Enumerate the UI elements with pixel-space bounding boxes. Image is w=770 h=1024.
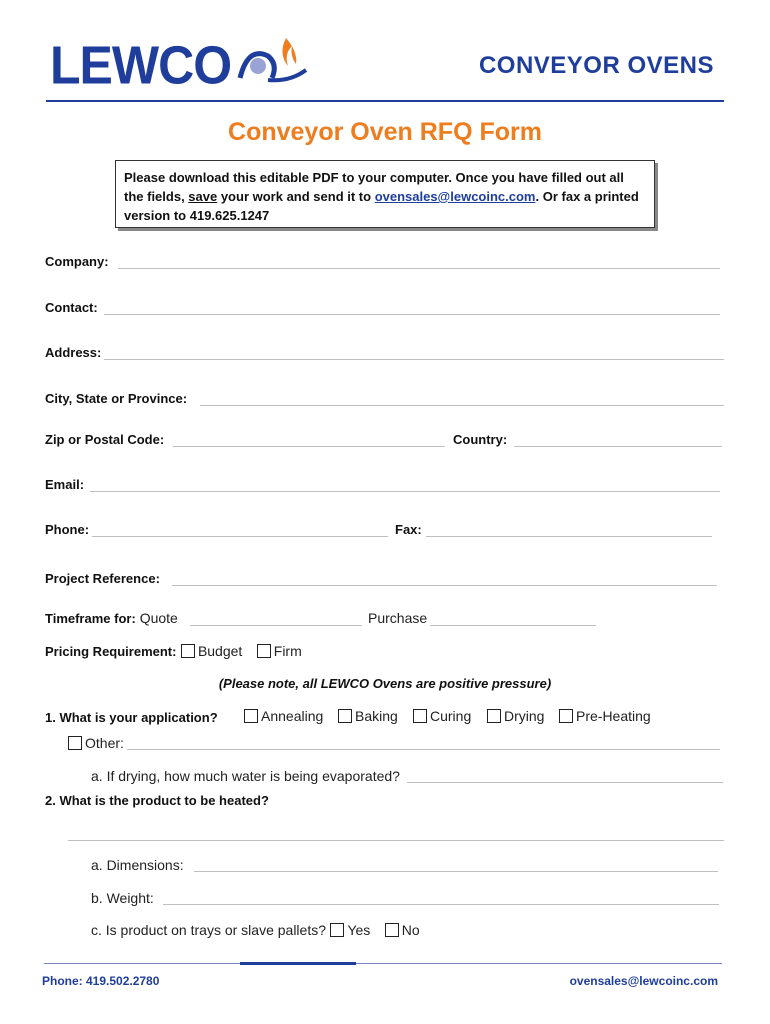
dimensions-field[interactable] xyxy=(194,871,718,872)
footer-phone: Phone: 419.502.2780 xyxy=(42,974,160,988)
positive-pressure-note: (Please note, all LEWCO Ovens are positive pressure) xyxy=(218,676,552,691)
purchase-label: Purchase xyxy=(368,610,428,626)
contact-field[interactable] xyxy=(104,314,720,315)
city-label: City, State or Province: xyxy=(45,391,188,406)
quote-label: Quote xyxy=(139,610,178,626)
budget-option[interactable]: Budget xyxy=(181,643,242,659)
footer-divider-accent xyxy=(240,962,356,965)
no-option[interactable]: No xyxy=(385,922,420,938)
lewco-flame-logo xyxy=(232,34,312,84)
phone-label: Phone: xyxy=(45,522,90,537)
q1-option-curing[interactable]: Curing xyxy=(413,708,471,724)
notice-save: save xyxy=(188,189,218,204)
zip-label: Zip or Postal Code: xyxy=(45,432,165,447)
yes-option[interactable]: Yes xyxy=(330,922,370,938)
phone-field[interactable] xyxy=(92,536,388,537)
other-checkbox[interactable] xyxy=(68,736,82,750)
email-field[interactable] xyxy=(90,491,720,492)
q2c-label: c. Is product on trays or slave pallets? xyxy=(91,922,326,938)
q2b-label: b. Weight: xyxy=(91,890,154,906)
drying-checkbox[interactable] xyxy=(487,709,501,723)
footer-divider xyxy=(44,963,722,964)
annealing-checkbox[interactable] xyxy=(244,709,258,723)
q2-label: 2. What is the product to be heated? xyxy=(45,793,269,808)
yes-checkbox[interactable] xyxy=(330,923,344,937)
q2a-label: a. Dimensions: xyxy=(91,857,184,873)
other-field[interactable] xyxy=(127,749,720,750)
contact-label: Contact: xyxy=(45,300,98,315)
project-reference-field[interactable] xyxy=(172,585,717,586)
q2c-row xyxy=(91,922,420,940)
notice-text-1: Please download this editable PDF to your computer. Once you have filled out all the fields, xyxy=(124,170,624,204)
product-field[interactable] xyxy=(68,840,724,841)
page-title: Conveyor Oven RFQ Form xyxy=(228,118,542,146)
budget-checkbox[interactable] xyxy=(181,644,195,658)
pricing-label: Pricing Requirement xyxy=(45,644,173,659)
pre-heating-checkbox[interactable] xyxy=(559,709,573,723)
conveyor-ovens-tagline: CONVEYOR OVENS xyxy=(478,52,714,79)
baking-checkbox[interactable] xyxy=(338,709,352,723)
no-checkbox[interactable] xyxy=(385,923,399,937)
company-label: Company: xyxy=(45,254,109,269)
logo-circle xyxy=(250,58,266,74)
water-evaporated-field[interactable] xyxy=(407,782,723,783)
firm-checkbox[interactable] xyxy=(257,644,271,658)
city-field[interactable] xyxy=(200,405,724,406)
header-divider xyxy=(46,100,724,102)
q1-option-pre-heating[interactable]: Pre-Heating xyxy=(559,708,651,724)
footer-email[interactable]: ovensales@lewcoinc.com xyxy=(569,974,718,988)
q1-option-baking[interactable]: Baking xyxy=(338,708,398,724)
zip-field[interactable] xyxy=(173,446,445,447)
timeframe-label: Timeframe for xyxy=(45,611,132,626)
instructions-box xyxy=(115,160,655,228)
timeframe-row: Timeframe for: Quote xyxy=(45,610,178,626)
q1a-label: a. If drying, how much water is being evaporated? xyxy=(91,768,400,784)
q1-option-other[interactable]: Other: xyxy=(68,735,124,751)
notice-text-3: . Or fax a printed version to 419.625.1247 xyxy=(124,189,639,223)
lewco-logo-text: LEWCO xyxy=(50,34,232,96)
country-field[interactable] xyxy=(514,446,722,447)
fax-field[interactable] xyxy=(426,536,712,537)
address-label: Address: xyxy=(45,345,102,360)
sales-email-link[interactable]: ovensales@lewcoinc.com xyxy=(374,189,536,204)
quote-field[interactable] xyxy=(190,625,362,626)
q1-label: 1. What is your application? xyxy=(45,710,218,725)
address-field[interactable] xyxy=(104,359,724,360)
email-label: Email: xyxy=(45,477,85,492)
logo-flame xyxy=(282,38,296,66)
fax-label: Fax: xyxy=(395,522,422,537)
firm-option[interactable]: Firm xyxy=(257,643,302,659)
pricing-row: Pricing Requirement: Budget Firm xyxy=(45,643,302,659)
project-reference-label: Project Reference: xyxy=(45,571,160,586)
q1-row xyxy=(45,709,218,727)
curing-checkbox[interactable] xyxy=(413,709,427,723)
purchase-field[interactable] xyxy=(430,625,596,626)
weight-field[interactable] xyxy=(163,904,719,905)
company-field[interactable] xyxy=(118,268,720,269)
country-label: Country: xyxy=(453,432,508,447)
notice-text-2: your work and send it to xyxy=(217,189,375,204)
q1-option-drying[interactable]: Drying xyxy=(487,708,544,724)
q1-option-annealing[interactable]: Annealing xyxy=(244,708,323,724)
